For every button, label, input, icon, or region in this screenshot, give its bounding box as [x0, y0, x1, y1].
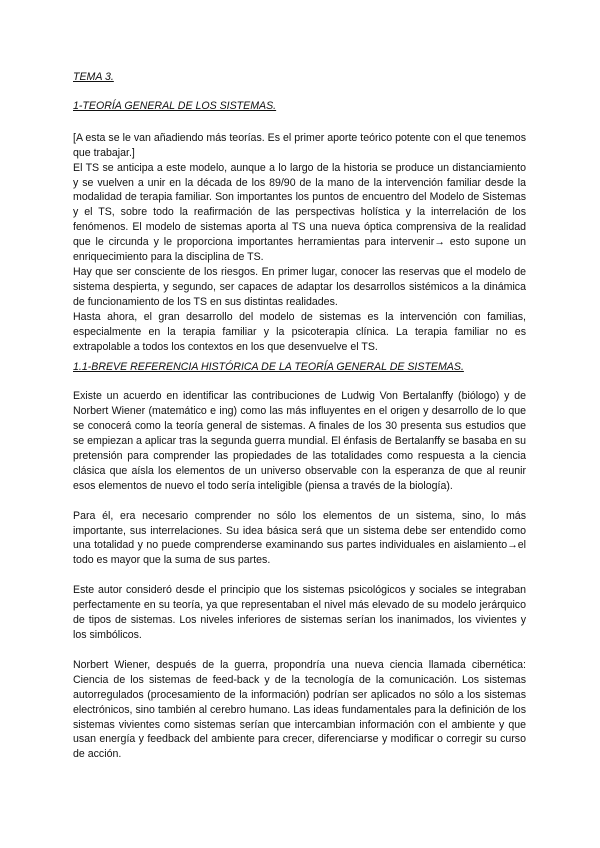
document-title: TEMA 3.: [73, 71, 114, 83]
paragraph: Para él, era necesario comprender no sólo los elementos de un sistema, sino, lo más importante, sus interrelaciones. Su idea básica será que un sistema debe ser entendido como una totalidad y no puede comprenderse examinando sus partes individuales en aislamiento→el todo es mayor que la suma de sus partes.: [73, 509, 526, 567]
paragraph: Norbert Wiener, después de la guerra, propondría una nueva ciencia llamada cibernética: Ciencia de los sistemas de feed-back y de la tecnología de la comunicación. Los sistemas autorregulados (procesamiento de la información) podrían ser aplicados no sólo a los sistemas electrónicos, sino también al cerebro humano. Las ideas fundamentales para la definición de los sistemas vivientes como sistemas serían que intercambian información con el ambiente y que usan energía y feedback del ambiente para crecer, diferenciarse y modificar o corregir su curso de acción.: [73, 658, 526, 761]
paragraph: Hay que ser consciente de los riesgos. En primer lugar, conocer las reservas que el modelo de sistema despierta, y segundo, ser capaces de adaptar los desarrollos sistémicos a la dinámica de funcionamiento de los TS en sus distintas realidades.: [73, 265, 526, 308]
paragraph: [A esta se le van añadiendo más teorías. Es el primer aporte teórico potente con el que tenemos que trabajar.]: [73, 131, 526, 159]
paragraph: Este autor consideró desde el principio que los sistemas psicológicos y sociales se integraban perfectamente en su teoría, ya que representaban el nivel más elevado de su modelo jerárquico de tipos de sistemas. Los niveles inferiores de sistemas serían los inanimados, los vivientes y los simbólicos.: [73, 584, 526, 641]
section-heading-systems-theory: 1-TEORÍA GENERAL DE LOS SISTEMAS.: [73, 99, 277, 112]
section-heading-historical-reference: 1.1-BREVE REFERENCIA HISTÓRICA DE LA TEORÍA GENERAL DE SISTEMAS.: [73, 361, 464, 374]
paragraph: Existe un acuerdo en identificar las contribuciones de Ludwig Von Bertalanffy (biólogo) y de Norbert Wiener (matemático e ing) como las más influyentes en el origen y desarrollo de lo que se conocerá como la teoría general de sistemas. A finales de los 30 presenta sus estudios que se empiezan a aplicar tras la segunda guerra mundial. El énfasis de Bertalanffy se basaba en su pretensión para comprender las propiedades de las totalidades como respuesta a la ciencia clásica que aísla los elementos de un universo observable con la esperanza de que al reunir esos elementos de nuevo el todo sería inteligible (piensa a través de la biología).: [73, 390, 526, 492]
paragraph: Hasta ahora, el gran desarrollo del modelo de sistemas es la intervención con familias, especialmente en la terapia familiar y la psicoterapia clínica. La terapia familiar no es extrapolable a todos los contextos en los que desenvuelve el TS.: [73, 310, 526, 353]
document-page: [73, 70, 526, 762]
paragraph: El TS se anticipa a este modelo, aunque a lo largo de la historia se produce un distanciamiento y se vuelven a unir en la década de los 89/90 de la mano de la intervención familiar desde la modalidad de terapia familiar. Son importantes los puntos de encuentro del Modelo de Sistemas y el TS, sobre todo la reafirmación de las perspectivas holística y la interrelación de los fenómenos. El modelo de sistemas aporta al TS una nueva óptica comprensiva de la realidad que le circunda y le proporciona importantes herramientas para intervenir→ esto supone un enriquecimiento para la disciplina de TS.: [73, 161, 526, 264]
